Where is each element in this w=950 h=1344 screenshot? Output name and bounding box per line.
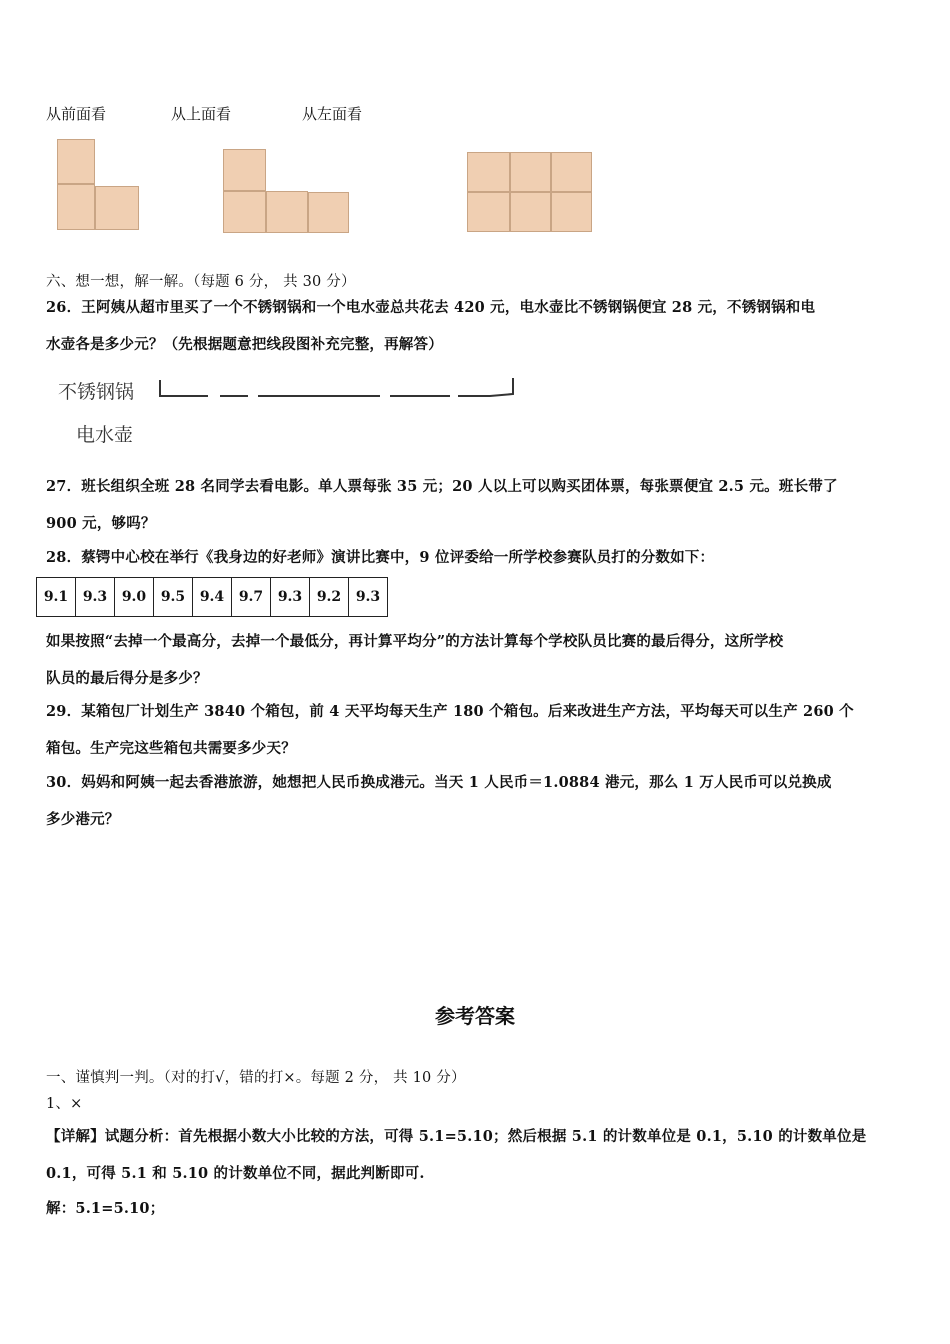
top-view-square — [223, 149, 266, 191]
score-cell: 9.7 — [232, 578, 271, 617]
section-heading: 六、想一想，解一解。（每题 6 分， 共 30 分） — [46, 274, 356, 290]
left-view-square — [467, 152, 510, 192]
score-cell: 9.3 — [76, 578, 115, 617]
front-view-square — [57, 184, 95, 230]
score-table — [36, 577, 388, 617]
answer-section-heading: 一、谨慎判一判。（对的打√，错的打×。每题 2 分， 共 10 分） — [46, 1070, 466, 1086]
question-29-line2: 箱包。生产完这些箱包共需要多少天？ — [46, 740, 296, 757]
left-view-square — [467, 192, 510, 232]
segment-label-kettle: 电水壶 — [76, 424, 134, 446]
question-28-line3: 队员的最后得分是多少？ — [46, 670, 208, 687]
answer-solution: 解：5.1=5.10； — [46, 1200, 165, 1217]
score-cell: 9.3 — [271, 578, 310, 617]
left-view-square — [551, 192, 592, 232]
score-cell: 9.1 — [37, 578, 76, 617]
question-30-line1: 30．妈妈和阿姨一起去香港旅游，她想把人民币换成港元。当天 1 人民币＝1.0884 港元，那么 1 万人民币可以兑换成 — [46, 774, 832, 791]
view-label-top: 从上面看 — [171, 105, 232, 123]
question-26-line2: 水壶各是多少元？（先根据题意把线段图补充完整，再解答） — [46, 336, 443, 353]
score-cell: 9.2 — [310, 578, 349, 617]
answer-title: 参考答案 — [435, 1004, 515, 1028]
front-view-square — [95, 186, 139, 230]
left-view-square — [551, 152, 592, 192]
answer-detail-line1: 【详解】试题分析：首先根据小数大小比较的方法，可得 5.1=5.10；然后根据 5.1 的计数单位是 0.1，5.10 的计数单位是 — [46, 1128, 867, 1145]
pot-segment — [160, 378, 513, 396]
question-30-line2: 多少港元？ — [46, 811, 120, 828]
question-28-line2: 如果按照“去掉一个最高分，去掉一个最低分，再计算平均分”的方法计算每个学校队员比赛的最后得分，这所学校 — [46, 633, 784, 650]
question-29-line1: 29．某箱包厂计划生产 3840 个箱包，前 4 天平均每天生产 180 个箱包。后来改进生产方法，平均每天可以生产 260 个 — [46, 703, 854, 720]
segment-label-pot: 不锈钢锅 — [58, 381, 135, 403]
question-26-line1: 26．王阿姨从超市里买了一个不锈钢锅和一个电水壶总共花去 420 元，电水壶比不锈钢锅便宜 28 元，不锈钢锅和电 — [46, 299, 816, 316]
top-view-square — [266, 191, 308, 233]
score-cell: 9.5 — [154, 578, 193, 617]
score-cell: 9.3 — [349, 578, 388, 617]
segment-diagram — [150, 370, 530, 406]
front-view-square — [57, 139, 95, 184]
question-27-line1: 27．班长组织全班 28 名同学去看电影。单人票每张 35 元；20 人以上可以购买团体票，每张票便宜 2.5 元。班长带了 — [46, 478, 838, 495]
left-view-square — [510, 192, 551, 232]
top-view-square — [223, 191, 266, 233]
score-cell: 9.0 — [115, 578, 154, 617]
left-view-square — [510, 152, 551, 192]
view-label-front: 从前面看 — [46, 105, 107, 123]
question-28-line1: 28．蔡锷中心校在举行《我身边的好老师》演讲比赛中，9 位评委给一所学校参赛队员打的分数如下： — [46, 549, 715, 566]
score-row — [37, 578, 388, 617]
answer-detail-line2: 0.1，可得 5.1 和 5.10 的计数单位不同，据此判断即可. — [46, 1165, 425, 1182]
top-view-square — [308, 192, 349, 233]
question-27-line2: 900 元，够吗？ — [46, 515, 156, 532]
score-cell: 9.4 — [193, 578, 232, 617]
answer-item-1: 1、× — [46, 1096, 83, 1112]
view-label-left: 从左面看 — [302, 105, 363, 123]
